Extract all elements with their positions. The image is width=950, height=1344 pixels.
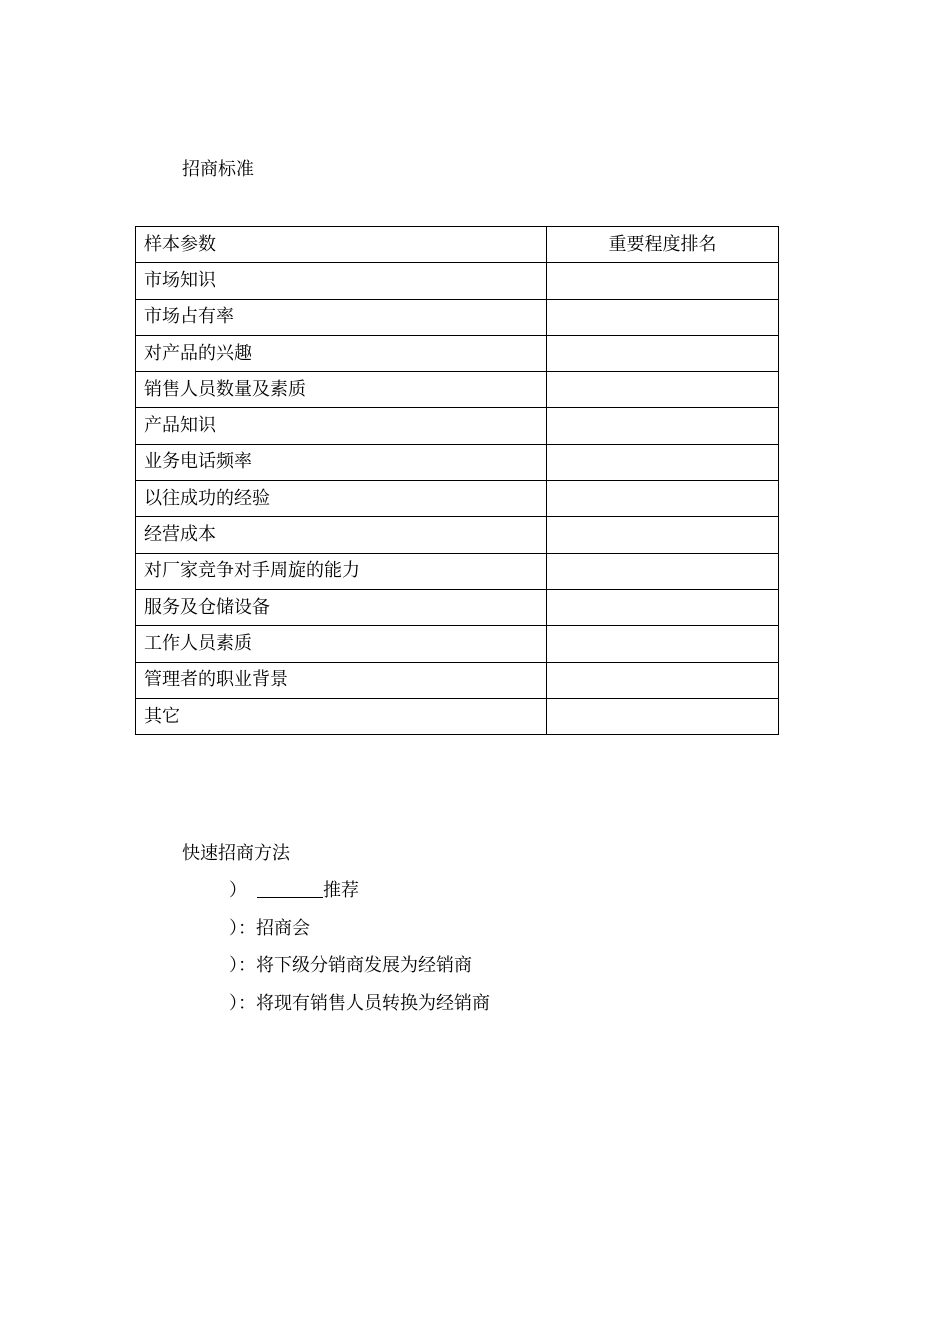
table-row (136, 299, 779, 335)
table-row (136, 589, 779, 625)
table-row (136, 698, 779, 734)
param-cell: 业务电话频率 (136, 444, 547, 480)
table-row (136, 408, 779, 444)
method-text: 将下级分销商发展为经销商 (256, 955, 472, 976)
rank-cell (547, 335, 779, 371)
page-title: 招商标准 (182, 159, 254, 180)
header-sample-params: 样本参数 (136, 227, 547, 263)
rank-cell (547, 372, 779, 408)
table-row (136, 481, 779, 517)
table-row (136, 662, 779, 698)
rank-cell (547, 408, 779, 444)
rank-cell (547, 299, 779, 335)
table-row (136, 335, 779, 371)
method-prefix: ）： (229, 918, 256, 939)
method-item (229, 992, 490, 1016)
param-cell: 对厂家竞争对手周旋的能力 (136, 553, 547, 589)
method-prefix: ）： (229, 993, 256, 1014)
rank-cell (547, 263, 779, 299)
param-cell: 市场占有率 (136, 299, 547, 335)
param-cell: 其它 (136, 698, 547, 734)
param-cell: 对产品的兴趣 (136, 335, 547, 371)
rank-cell (547, 517, 779, 553)
method-item (229, 879, 359, 903)
param-cell: 管理者的职业背景 (136, 662, 547, 698)
method-item (229, 954, 472, 978)
param-cell: 工作人员素质 (136, 626, 547, 662)
param-cell: 销售人员数量及素质 (136, 372, 547, 408)
param-cell: 市场知识 (136, 263, 547, 299)
param-cell: 以往成功的经验 (136, 481, 547, 517)
method-item (229, 917, 310, 941)
method-text: 招商会 (256, 918, 310, 939)
criteria-table-body (136, 227, 779, 735)
rank-cell (547, 662, 779, 698)
rank-cell (547, 481, 779, 517)
methods-title: 快速招商方法 (182, 843, 290, 864)
rank-cell (547, 698, 779, 734)
table-row (136, 372, 779, 408)
method-prefix: ） (229, 880, 247, 901)
table-row (136, 626, 779, 662)
rank-cell (547, 553, 779, 589)
table-header-row (136, 227, 779, 263)
param-cell: 服务及仓储设备 (136, 589, 547, 625)
table-row (136, 263, 779, 299)
method-prefix: ）： (229, 955, 256, 976)
criteria-table (135, 226, 779, 735)
method-text: 将现有销售人员转换为经销商 (256, 993, 490, 1014)
table-row (136, 517, 779, 553)
rank-cell (547, 589, 779, 625)
rank-cell (547, 626, 779, 662)
table-row (136, 444, 779, 480)
method-text: 推荐 (323, 880, 359, 901)
rank-cell (547, 444, 779, 480)
param-cell: 经营成本 (136, 517, 547, 553)
param-cell: 产品知识 (136, 408, 547, 444)
header-importance-rank: 重要程度排名 (547, 227, 779, 263)
fill-in-blank (257, 879, 323, 898)
table-row (136, 553, 779, 589)
